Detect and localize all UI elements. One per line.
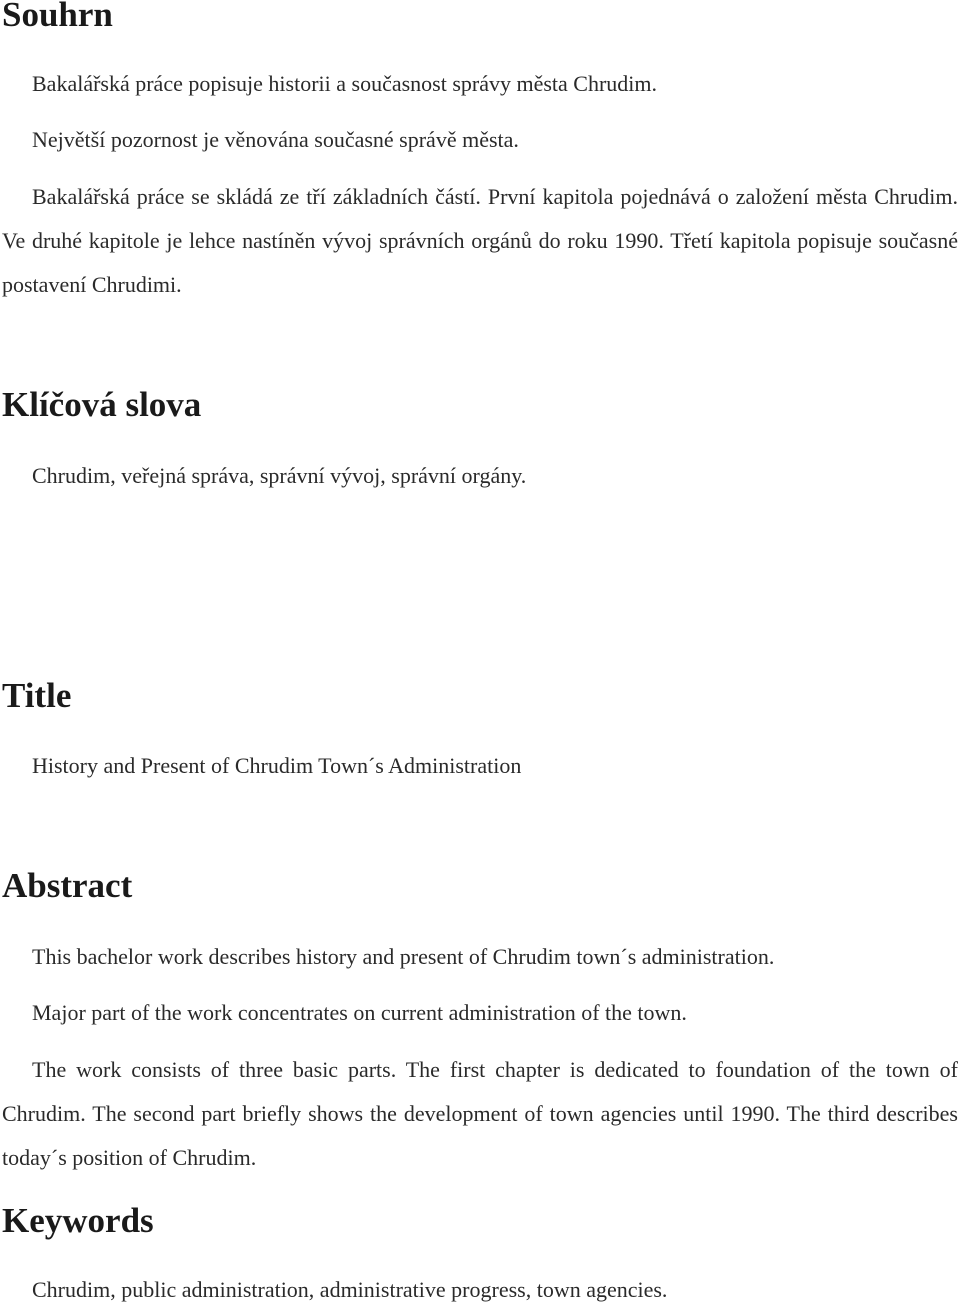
klicova-slova-heading: Klíčová slova xyxy=(2,385,202,424)
souhrn-paragraph-3: Bakalářská práce se skládá ze tří základních částí. První kapitola pojednává o založení města Chrudim. Ve druhé kapitole je lehce nastíněn vývoj správních orgánů do roku 1990. Třetí kapitola popisuje současné postavení Chrudimi. xyxy=(2,184,958,297)
souhrn-heading: Souhrn xyxy=(2,0,113,34)
klicova-slova-text: Chrudim, veřejná správa, správní vývoj, správní orgány. xyxy=(32,463,527,488)
title-heading: Title xyxy=(2,676,72,715)
keywords-text: Chrudim, public administration, administrative progress, town agencies. xyxy=(32,1277,668,1302)
souhrn-paragraph-1: Bakalářská práce popisuje historii a současnost správy města Chrudim. xyxy=(32,71,658,96)
abstract-paragraph-2: Major part of the work concentrates on current administration of the town. xyxy=(32,1000,687,1025)
keywords-heading: Keywords xyxy=(2,1201,154,1240)
abstract-paragraph-1: This bachelor work describes history and present of Chrudim town´s administration. xyxy=(32,944,775,969)
abstract-heading: Abstract xyxy=(2,866,133,905)
souhrn-paragraph-2: Největší pozornost je věnována současné správě města. xyxy=(32,127,519,152)
title-text: History and Present of Chrudim Town´s Administration xyxy=(32,753,522,778)
abstract-paragraph-3: The work consists of three basic parts. The first chapter is dedicated to foundation of the town of Chrudim. The second part briefly shows the development of town agencies until 1990. The third describes today´s position of Chrudim. xyxy=(2,1057,958,1170)
